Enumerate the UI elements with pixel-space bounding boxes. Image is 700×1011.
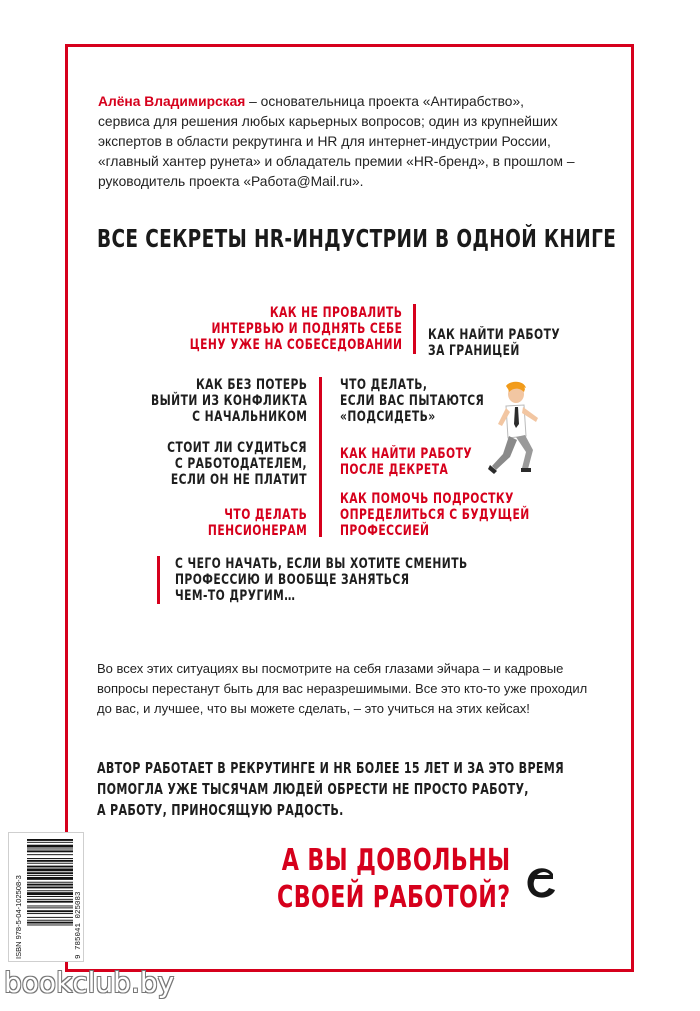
author-note-line-1: АВТОР РАБОТАЕТ В РЕКРУТИНГЕ И HR БОЛЕЕ 15 ЛЕТ И ЗА ЭТО ВРЕМЯ <box>97 759 564 777</box>
author-note <box>97 758 564 821</box>
topic-conflict <box>151 377 307 425</box>
barcode-bar <box>27 872 73 874</box>
topic-conflict-line-3: С НАЧАЛЬНИКОМ <box>191 409 307 425</box>
topic-change-line-2: ПРОФЕССИЮ И ВООБЩЕ ЗАНЯТЬСЯ <box>175 572 410 588</box>
barcode-bar <box>27 899 73 900</box>
barcode <box>8 832 84 962</box>
bio-line-5: руководитель проекта «Работа@Mail.ru». <box>98 174 364 189</box>
barcode-bar <box>27 868 73 871</box>
closing-question-line-1: А ВЫ ДОВОЛЬНЫ <box>281 843 510 878</box>
barcode-bar <box>27 854 73 855</box>
publisher-logo-icon <box>523 864 559 900</box>
barcode-bar <box>27 887 73 889</box>
leg-right <box>516 435 533 469</box>
barcode-bar <box>27 845 73 848</box>
topic-maternity-line-2: ПОСЛЕ ДЕКРЕТА <box>340 462 449 478</box>
author-note-line-3: А РАБОТУ, ПРИНОСЯЩУЮ РАДОСТЬ. <box>97 801 344 819</box>
topic-interview-line-1: КАК НЕ ПРОВАЛИТЬ <box>269 305 402 321</box>
barcode-bar <box>27 884 73 886</box>
topic-pensioners-line-2: ПЕНСИОНЕРАМ <box>207 523 307 539</box>
barcode-bar <box>27 850 73 852</box>
topic-undermine-line-3: «ПОДСИДЕТЬ» <box>340 409 436 425</box>
barcode-bar <box>27 875 73 876</box>
topic-change-line-1: С ЧЕГО НАЧАТЬ, ЕСЛИ ВЫ ХОТИТЕ СМЕНИТЬ <box>175 556 468 572</box>
barcode-bar <box>27 892 73 895</box>
topic-conflict-line-2: ВЫЙТИ ИЗ КОНФЛИКТА <box>150 393 307 409</box>
barcode-bar <box>27 907 73 908</box>
barcode-bar <box>27 910 73 912</box>
bio-line-2: сервиса для решения любых карьерных вопросов; один из крупнейших <box>98 114 558 129</box>
body-text <box>97 659 597 719</box>
topic-interview-line-2: ИНТЕРВЬЮ И ПОДНЯТЬ СЕБЕ <box>211 321 402 337</box>
topic-change <box>175 556 468 604</box>
topic-teen-line-2: ОПРЕДЕЛИТЬСЯ С БУДУЩЕЙ <box>340 507 530 523</box>
topic-abroad-line-2: ЗА ГРАНИЦЕЙ <box>428 343 520 359</box>
barcode-bar <box>27 896 73 897</box>
barcode-bar <box>27 882 73 883</box>
body-text-line-1: Во всех этих ситуациях вы посмотрите на себя глазами эйчара – и кадровые <box>97 661 564 676</box>
topic-interview-line-3: ЦЕНУ УЖЕ НА СОБЕСЕДОВАНИИ <box>189 337 402 353</box>
barcode-digits: 9 785041 025083 <box>75 891 83 959</box>
isbn-text: ISBN 978-5-04-102508-3 <box>14 875 23 959</box>
topic-sue-line-3: ЕСЛИ ОН НЕ ПЛАТИТ <box>170 472 307 488</box>
closing-question <box>277 842 510 916</box>
leg-left <box>492 436 517 470</box>
watermark: bookclub.by <box>4 966 175 999</box>
headline: ВСЕ СЕКРЕТЫ HR-ИНДУСТРИИ В ОДНОЙ КНИГЕ <box>97 224 617 253</box>
divider-bar <box>319 377 322 537</box>
topic-pensioners-line-1: ЧТО ДЕЛАТЬ <box>224 507 307 523</box>
barcode-bar <box>27 863 73 864</box>
topic-undermine-line-2: ЕСЛИ ВАС ПЫТАЮТСЯ <box>340 393 485 409</box>
topic-sue <box>167 440 307 488</box>
author-name: Алёна Владимирская <box>98 94 246 109</box>
barcode-bars <box>27 837 73 957</box>
author-bio <box>98 92 618 192</box>
barcode-bar <box>27 890 73 891</box>
barcode-bar <box>27 901 73 903</box>
author-note-line-2: ПОМОГЛА УЖЕ ТЫСЯЧАМ ЛЮДЕЙ ОБРЕСТИ НЕ ПРОСТО РАБОТУ, <box>97 780 529 798</box>
body-text-line-2: вопросы перестанут быть для вас неразрешимыми. Все это кто-то уже проходил <box>97 681 588 696</box>
topic-teen <box>340 491 530 539</box>
topic-abroad-line-1: КАК НАЙТИ РАБОТУ <box>428 327 561 343</box>
barcode-bar <box>27 877 73 880</box>
topic-conflict-line-1: КАК БЕЗ ПОТЕРЬ <box>195 377 307 393</box>
topic-undermine <box>340 377 484 425</box>
barcode-bar <box>27 906 73 907</box>
bio-line-4: «главный хантер рунета» и обладатель премии «HR-бренд», в прошлом – <box>98 154 575 169</box>
shoe-right <box>521 468 531 472</box>
closing-question-line-2: СВОЕЙ РАБОТОЙ? <box>276 880 510 915</box>
barcode-bar <box>27 922 73 924</box>
divider-bar <box>413 304 416 354</box>
topic-sue-line-1: СТОИТ ЛИ СУДИТЬСЯ <box>167 440 307 456</box>
topic-undermine-line-1: ЧТО ДЕЛАТЬ, <box>340 377 428 393</box>
barcode-bar <box>27 839 73 841</box>
topic-teen-line-3: ПРОФЕССИЕЙ <box>340 523 430 539</box>
topic-pensioners <box>208 507 307 539</box>
topic-interview <box>189 305 402 353</box>
topic-maternity-line-1: КАК НАЙТИ РАБОТУ <box>340 446 473 462</box>
barcode-bar <box>27 860 73 862</box>
bio-line-3: экспертов в области рекрутинга и HR для интернет-индустрии России, <box>98 134 551 149</box>
topic-abroad <box>428 327 560 359</box>
bio-line-1: – основательница проекта «Антирабство», <box>245 94 524 109</box>
barcode-bar <box>27 842 73 843</box>
barcode-bar <box>27 858 73 859</box>
barcode-bar <box>27 920 73 921</box>
logo-shape <box>528 868 555 897</box>
topic-teen-line-1: КАК ПОМОЧЬ ПОДРОСТКУ <box>340 491 514 507</box>
running-man-illustration <box>488 380 550 476</box>
body-text-line-3: до вас, и лучшее, что вы можете сделать, – это учиться на этих кейсах! <box>97 701 530 716</box>
divider-bar <box>157 556 160 604</box>
barcode-bar <box>27 925 73 926</box>
barcode-bar <box>27 866 73 868</box>
barcode-bar <box>27 917 73 918</box>
topic-maternity <box>340 446 472 478</box>
topic-sue-line-2: С РАБОТОДАТЕЛЕМ, <box>174 456 307 472</box>
topic-change-line-3: ЧЕМ-ТО ДРУГИМ… <box>175 588 296 604</box>
barcode-bar <box>27 849 73 850</box>
barcode-bar <box>27 913 73 914</box>
